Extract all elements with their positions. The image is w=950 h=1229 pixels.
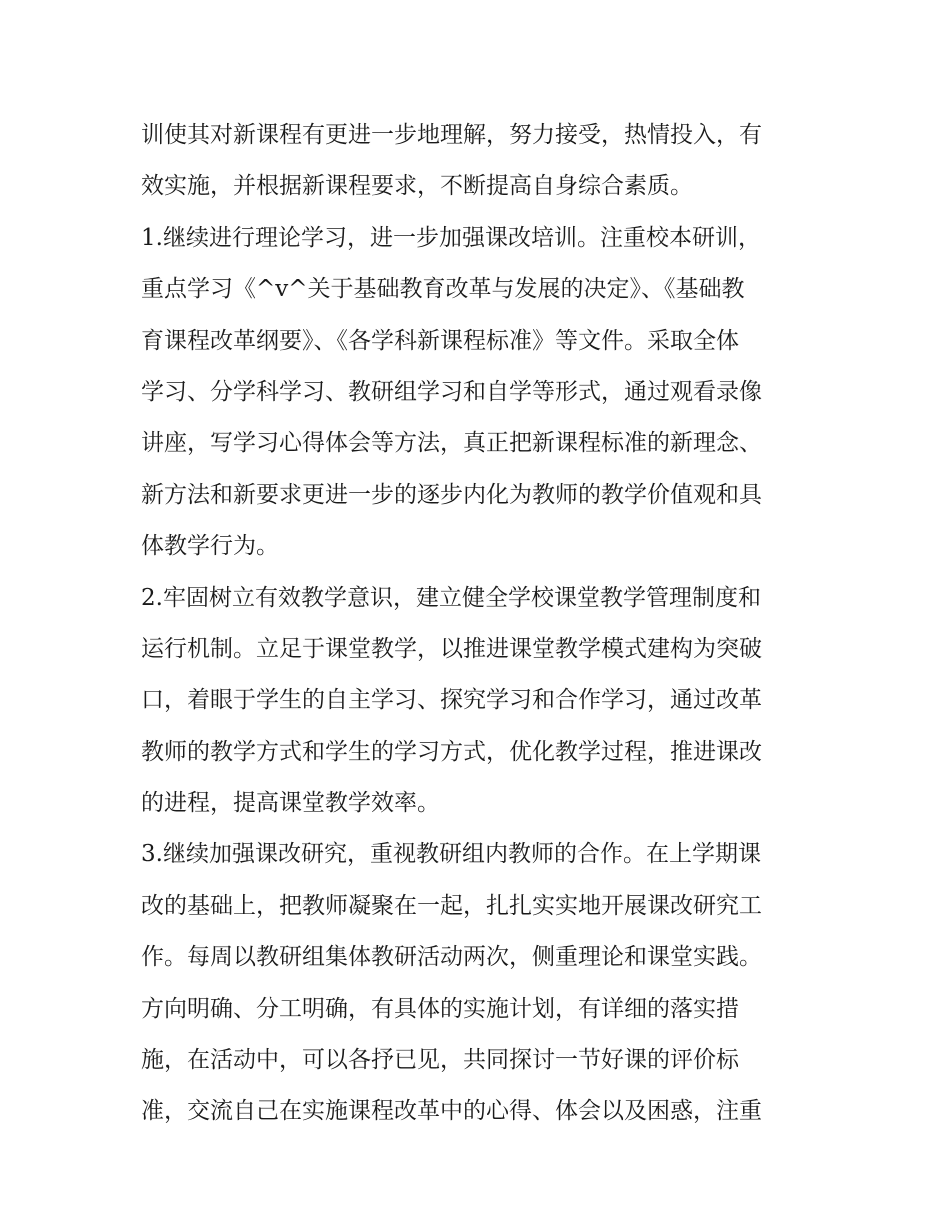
text-line: 3.继续加强课改研究，重视教研组内教师的合作。在上学期课 — [141, 841, 761, 868]
text-line: 新方法和新要求更进一步的逐步内化为教师的教学价值观和具 — [141, 481, 762, 508]
text-line: 重点学习《^v^关于基础教育改革与发展的决定》、《基础教 — [141, 276, 745, 303]
text-line: 方向明确、分工明确，有具体的实施计划，有详细的落实措 — [141, 995, 739, 1022]
text-line: 的进程，提高课堂教学效率。 — [141, 790, 440, 817]
text-line: 效实施，并根据新课程要求，不断提高自身综合素质。 — [141, 173, 693, 200]
text-line: 教师的教学方式和学生的学习方式，优化教学过程，推进课改 — [141, 738, 762, 765]
body-text — [141, 110, 821, 1138]
text-line: 施，在活动中，可以各抒已见，共同探讨一节好课的评价标 — [141, 1047, 739, 1074]
text-line: 育课程改革纲要》、《各学科新课程标准》等文件。采取全体 — [141, 327, 739, 354]
text-line: 学习、分学科学习、教研组学习和自学等形式，通过观看录像 — [141, 378, 762, 405]
text-line: 口，着眼于学生的自主学习、探究学习和合作学习，通过改革 — [141, 687, 762, 714]
text-line: 体教学行为。 — [141, 533, 279, 560]
text-line: 改的基础上，把教师凝聚在一起，扎扎实实地开展课改研究工 — [141, 892, 762, 919]
text-line: 1.继续进行理论学习，进一步加强课改培训。注重校本研训， — [141, 224, 761, 251]
text-line: 准，交流自己在实施课程改革中的心得、体会以及困惑，注重 — [141, 1098, 762, 1125]
text-line: 讲座，写学习心得体会等方法，真正把新课程标准的新理念、 — [141, 430, 762, 457]
text-line: 2.牢固树立有效教学意识，建立健全学校课堂教学管理制度和 — [141, 584, 761, 611]
text-line: 作。每周以教研组集体教研活动两次，侧重理论和课堂实践。 — [141, 944, 762, 971]
text-line: 运行机制。立足于课堂教学，以推进课堂教学模式建构为突破 — [141, 635, 762, 662]
text-line: 训使其对新课程有更进一步地理解，努力接受，热情投入，有 — [141, 122, 762, 148]
